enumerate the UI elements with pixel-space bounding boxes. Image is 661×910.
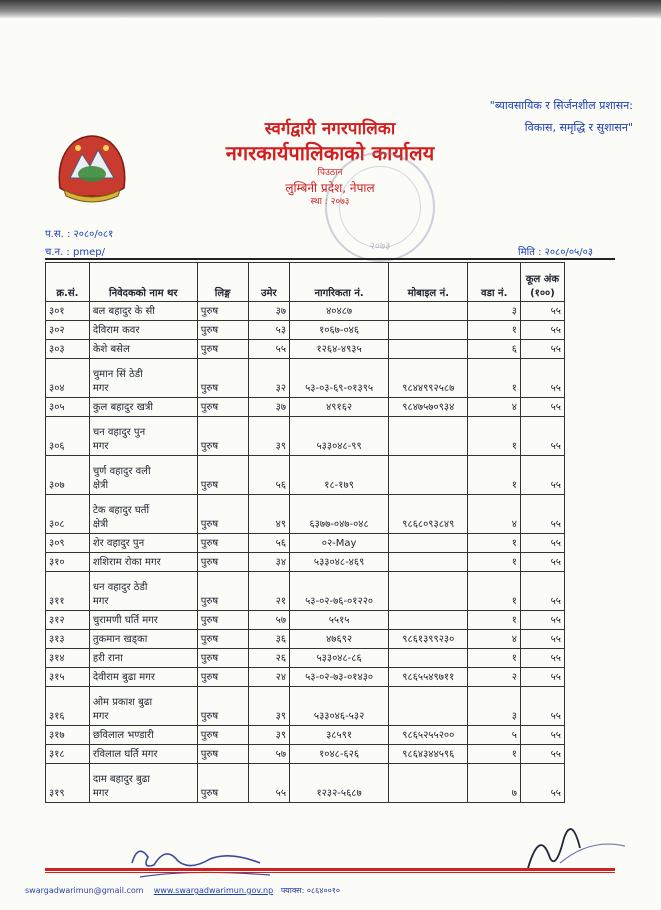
cell-total: ५५: [520, 359, 564, 398]
cell-citizenship: ३८५९१: [290, 726, 389, 745]
cell-total: ५५: [520, 495, 564, 534]
cell-age: ३९: [248, 687, 289, 726]
table-row: [46, 764, 565, 803]
cell-age: २१: [248, 572, 289, 611]
cell-serial: ३०६: [46, 417, 90, 456]
cell-gender: पुरुष: [197, 456, 248, 495]
nepal-emblem-icon: [52, 128, 132, 208]
cell-ward: १: [468, 417, 520, 456]
cell-name: [89, 302, 197, 321]
table-row: [46, 302, 565, 321]
cell-citizenship: १२३२-५६८७: [290, 764, 389, 803]
cell-serial: ३०४: [46, 359, 90, 398]
cell-mobile: [389, 456, 468, 495]
cell-mobile: [389, 649, 468, 668]
table-row: [46, 398, 565, 417]
cell-total: ५५: [520, 534, 564, 553]
cell-age: २६: [248, 649, 289, 668]
cell-name: [89, 726, 197, 745]
table-row: [46, 668, 565, 687]
cell-age: ५३: [248, 321, 289, 340]
cell-mobile: ९८६५२५५२००: [389, 726, 468, 745]
table-row: [46, 745, 565, 764]
footer-email: swargadwarimun@gmail.com: [25, 886, 144, 895]
cell-gender: पुरुष: [197, 340, 248, 359]
applicant-name-line-1: देविराम कवर: [92, 325, 140, 336]
cell-gender: पुरुष: [197, 687, 248, 726]
scan-top-edge: [0, 0, 661, 18]
established-year: स्था : २०७३: [310, 197, 350, 207]
table-row: [46, 630, 565, 649]
cell-total: ५५: [520, 553, 564, 572]
cell-serial: ३०९: [46, 534, 90, 553]
cell-serial: ३१३: [46, 630, 90, 649]
cell-mobile: [389, 417, 468, 456]
letter-date: [518, 244, 593, 258]
cell-age: ५७: [248, 611, 289, 630]
province-name: लुम्बिनी प्रदेश, नेपाल: [285, 181, 375, 195]
slogan: [490, 95, 633, 139]
cell-citizenship: ५३३०४८-९९: [290, 417, 389, 456]
table-row: [46, 321, 565, 340]
cell-ward: ७: [468, 764, 520, 803]
cell-name: [89, 456, 197, 495]
cell-ward: ५: [468, 726, 520, 745]
cell-age: ३९: [248, 726, 289, 745]
office-name: नगरकार्यपालिकाको कार्यालय: [225, 141, 435, 165]
cell-name: [89, 745, 197, 764]
cell-name: [89, 534, 197, 553]
cell-citizenship: ५५१५: [290, 611, 389, 630]
col-gender: लिङ्ग: [197, 263, 248, 302]
col-name: निवेदकको नाम थर: [89, 263, 197, 302]
applicant-name-line-2: मगर: [92, 383, 109, 394]
table-row: [46, 611, 565, 630]
applicant-name-line-1: चन वहादुर पुन: [92, 427, 146, 438]
cell-name: [89, 668, 197, 687]
cell-gender: पुरुष: [197, 630, 248, 649]
cell-age: ३९: [248, 417, 289, 456]
footer-phone: फ्याक्स: ०८६४००१०: [280, 886, 341, 895]
applicant-name-line-2: मगर: [92, 711, 109, 722]
cell-mobile: ९८६१३९९२३०: [389, 630, 468, 649]
applicant-name-line-2: क्षेत्री: [92, 519, 109, 530]
cell-gender: पुरुष: [197, 745, 248, 764]
cell-citizenship: ४७६९२: [290, 630, 389, 649]
cell-citizenship: १८-१७९: [290, 456, 389, 495]
table-row: [46, 534, 565, 553]
cell-total: ५५: [520, 611, 564, 630]
cell-serial: ३१४: [46, 649, 90, 668]
col-serial: क्र.सं.: [46, 263, 90, 302]
cell-name: [89, 611, 197, 630]
ps-value: २०८०/०८१: [73, 229, 114, 240]
cell-gender: पुरुष: [197, 572, 248, 611]
cell-age: ३६: [248, 630, 289, 649]
applicant-name-line-1: धन वहादुर ठेडी: [92, 582, 148, 593]
cell-mobile: ९८६५५४९७११: [389, 668, 468, 687]
cell-age: ५७: [248, 745, 289, 764]
date-label: मिति :: [518, 247, 542, 258]
cell-name: [89, 398, 197, 417]
cell-citizenship: ५३-०२-७६-०१२२०: [290, 572, 389, 611]
cell-serial: ३१६: [46, 687, 90, 726]
cell-serial: ३०३: [46, 340, 90, 359]
cell-citizenship: ५३३०४८-४६९: [290, 553, 389, 572]
cell-ward: १: [468, 456, 520, 495]
cell-serial: ३१८: [46, 745, 90, 764]
applicant-name-line-1: चुरामणी घर्ति मगर: [92, 615, 158, 626]
table-row: [46, 553, 565, 572]
date-value: २०८०/०५/०३: [544, 247, 593, 258]
cell-citizenship: ४९१६२: [290, 398, 389, 417]
cell-name: [89, 359, 197, 398]
cell-citizenship: ५३-०३-६९-०१३९५: [290, 359, 389, 398]
applicant-name-line-1: रविलाल घर्ति मगर: [92, 749, 158, 760]
cell-total: ५५: [520, 668, 564, 687]
cell-ward: १: [468, 745, 520, 764]
cell-name: [89, 321, 197, 340]
cell-mobile: ९८६८०९३८४९: [389, 495, 468, 534]
cell-citizenship: १०६७-०४६: [290, 321, 389, 340]
cell-mobile: ९८४७५७०९३४: [389, 398, 468, 417]
cell-citizenship: १०४८-६२६: [290, 745, 389, 764]
cell-name: [89, 417, 197, 456]
cell-mobile: [389, 302, 468, 321]
cell-total: ५५: [520, 572, 564, 611]
cell-name: [89, 764, 197, 803]
cell-ward: ३: [468, 687, 520, 726]
cell-citizenship: ६३७७-०४७-०४८: [290, 495, 389, 534]
cell-serial: ३११: [46, 572, 90, 611]
cell-age: ५५: [248, 764, 289, 803]
signature-left-icon: [120, 835, 280, 885]
cell-gender: पुरुष: [197, 302, 248, 321]
ps-label: प.स. :: [45, 229, 71, 240]
cell-name: [89, 649, 197, 668]
cell-gender: पुरुष: [197, 359, 248, 398]
applicant-name-line-1: कुल बहादुर खत्री: [92, 402, 153, 413]
cell-serial: ३०२: [46, 321, 90, 340]
cell-mobile: ९८६४३४४५९६: [389, 745, 468, 764]
cell-age: ३७: [248, 302, 289, 321]
cell-age: ४९: [248, 495, 289, 534]
cell-total: ५५: [520, 398, 564, 417]
applicant-name-line-1: शशिराम रोका मगर: [92, 557, 161, 568]
footer-website: www.swargadwarimun.gov.np: [153, 886, 274, 895]
cell-total: ५५: [520, 630, 564, 649]
cell-name: [89, 687, 197, 726]
cell-serial: ३१५: [46, 668, 90, 687]
cell-serial: ३०७: [46, 456, 90, 495]
applicant-name-line-2: मगर: [92, 441, 109, 452]
cell-gender: पुरुष: [197, 726, 248, 745]
cell-gender: पुरुष: [197, 417, 248, 456]
table-row: [46, 456, 565, 495]
col-total-line-1: कूल अंक: [525, 274, 560, 285]
cell-ward: ३: [468, 302, 520, 321]
table-row: [46, 572, 565, 611]
cell-ward: १: [468, 611, 520, 630]
cell-gender: पुरुष: [197, 611, 248, 630]
cell-ward: १: [468, 321, 520, 340]
cell-total: ५५: [520, 302, 564, 321]
cell-mobile: [389, 687, 468, 726]
cell-gender: पुरुष: [197, 649, 248, 668]
applicant-name-line-1: केशे बसेल: [92, 344, 130, 355]
cell-total: ५५: [520, 417, 564, 456]
cell-gender: पुरुष: [197, 553, 248, 572]
applicant-name-line-1: शेर वहादुर पुन: [92, 538, 145, 549]
stamp-year: २०७३: [369, 241, 391, 252]
applicant-score-table: [45, 262, 565, 803]
cell-mobile: ९८४४९९२५८७: [389, 359, 468, 398]
applicant-name-line-2: क्षेत्री: [92, 480, 109, 491]
cell-total: ५५: [520, 726, 564, 745]
applicant-name-line-1: दाम बहादुर बुढा: [92, 774, 150, 785]
col-age: उमेर: [248, 263, 289, 302]
slogan-line-1: "ब्यावसायिक र सिर्जनशील प्रशासन:: [489, 99, 633, 112]
cell-serial: ३१०: [46, 553, 90, 572]
applicant-name-line-1: देवीराम बुढा मगर: [92, 672, 155, 683]
footer-rule-thick: [45, 868, 615, 871]
cell-gender: पुरुष: [197, 495, 248, 534]
cn-value: pmep/: [73, 247, 105, 258]
applicant-name-line-2: मगर: [92, 788, 109, 799]
table-row: [46, 417, 565, 456]
cell-gender: पुरुष: [197, 398, 248, 417]
cell-total: ५५: [520, 649, 564, 668]
cn-label: च.न. :: [45, 247, 70, 258]
cell-serial: ३१२: [46, 611, 90, 630]
cn-reference: [45, 244, 105, 258]
cell-name: [89, 495, 197, 534]
applicant-name-line-1: तुकमान खड्का: [92, 634, 148, 645]
applicant-name-line-1: ओम प्रकाश बुढा: [92, 697, 153, 708]
applicant-name-line-1: चुर्ण वहादुर वली: [92, 466, 151, 477]
cell-serial: ३१९: [46, 764, 90, 803]
cell-age: ५६: [248, 456, 289, 495]
cell-ward: १: [468, 572, 520, 611]
cell-ward: ६: [468, 340, 520, 359]
col-ward: वडा नं.: [468, 263, 520, 302]
cell-age: २४: [248, 668, 289, 687]
cell-name: [89, 553, 197, 572]
cell-age: ५५: [248, 340, 289, 359]
cell-mobile: [389, 321, 468, 340]
cell-age: ३४: [248, 553, 289, 572]
cell-mobile: [389, 553, 468, 572]
cell-ward: ४: [468, 398, 520, 417]
cell-gender: पुरुष: [197, 764, 248, 803]
cell-ward: २: [468, 668, 520, 687]
cell-citizenship: ५३-०२-७३-०१४३०: [290, 668, 389, 687]
cell-mobile: [389, 572, 468, 611]
cell-ward: १: [468, 359, 520, 398]
office-seal-stamp: [325, 152, 435, 262]
cell-name: [89, 340, 197, 359]
cell-ward: १: [468, 534, 520, 553]
table-header-row: [46, 263, 565, 302]
applicant-name-line-1: टेक बहादुर घर्ती: [92, 505, 150, 516]
footer-rule-thin: [45, 872, 615, 873]
table-row: [46, 495, 565, 534]
applicant-name-line-1: छविलाल भण्डारी: [92, 730, 154, 741]
table-row: [46, 340, 565, 359]
col-total-line-2: (१००): [530, 288, 555, 299]
cell-citizenship: ५३३०४६-५३२: [290, 687, 389, 726]
footer-contact: [25, 885, 645, 896]
district-name: पिउठान: [317, 168, 343, 178]
cell-serial: ३०१: [46, 302, 90, 321]
table-row: [46, 649, 565, 668]
municipality-name: स्वर्गद्वारी नगरपालिका: [264, 119, 396, 139]
cell-total: ५५: [520, 321, 564, 340]
applicant-name-line-1: बल बहादुर के सी: [92, 306, 155, 317]
ps-reference: [45, 226, 113, 240]
cell-gender: पुरुष: [197, 668, 248, 687]
cell-total: ५५: [520, 764, 564, 803]
cell-mobile: [389, 611, 468, 630]
cell-total: ५५: [520, 745, 564, 764]
cell-serial: ३०८: [46, 495, 90, 534]
cell-ward: ४: [468, 495, 520, 534]
cell-mobile: [389, 764, 468, 803]
cell-total: ५५: [520, 340, 564, 359]
col-mobile: मोबाइल नं.: [389, 263, 468, 302]
cell-citizenship: ४०४८७: [290, 302, 389, 321]
cell-serial: ३१७: [46, 726, 90, 745]
stamp-inner-ring: [339, 166, 421, 248]
col-total: [520, 263, 564, 302]
cell-serial: ३०५: [46, 398, 90, 417]
cell-total: ५५: [520, 687, 564, 726]
cell-age: ३२: [248, 359, 289, 398]
cell-ward: ४: [468, 630, 520, 649]
cell-mobile: [389, 534, 468, 553]
cell-total: ५५: [520, 456, 564, 495]
cell-ward: १: [468, 553, 520, 572]
cell-name: [89, 572, 197, 611]
table-row: [46, 687, 565, 726]
cell-mobile: [389, 340, 468, 359]
cell-ward: १: [468, 649, 520, 668]
applicant-name-line-1: चुमान सिं ठेडी: [92, 369, 143, 380]
applicant-name-line-2: मगर: [92, 596, 109, 607]
slogan-line-2: विकास, समृद्धि र सुशासन": [524, 121, 633, 134]
cell-citizenship: १२६४-४९३५: [290, 340, 389, 359]
cell-age: ५६: [248, 534, 289, 553]
cell-age: ३७: [248, 398, 289, 417]
table-row: [46, 726, 565, 745]
cell-citizenship: ५३३०४८-८६: [290, 649, 389, 668]
applicant-name-line-1: हरी राना: [92, 653, 123, 664]
cell-citizenship: ०२-May: [290, 534, 389, 553]
col-citizenship: नागरिकता नं.: [290, 263, 389, 302]
cell-name: [89, 630, 197, 649]
cell-gender: पुरुष: [197, 321, 248, 340]
table-row: [46, 359, 565, 398]
header-rule: [45, 258, 615, 260]
cell-gender: पुरुष: [197, 534, 248, 553]
